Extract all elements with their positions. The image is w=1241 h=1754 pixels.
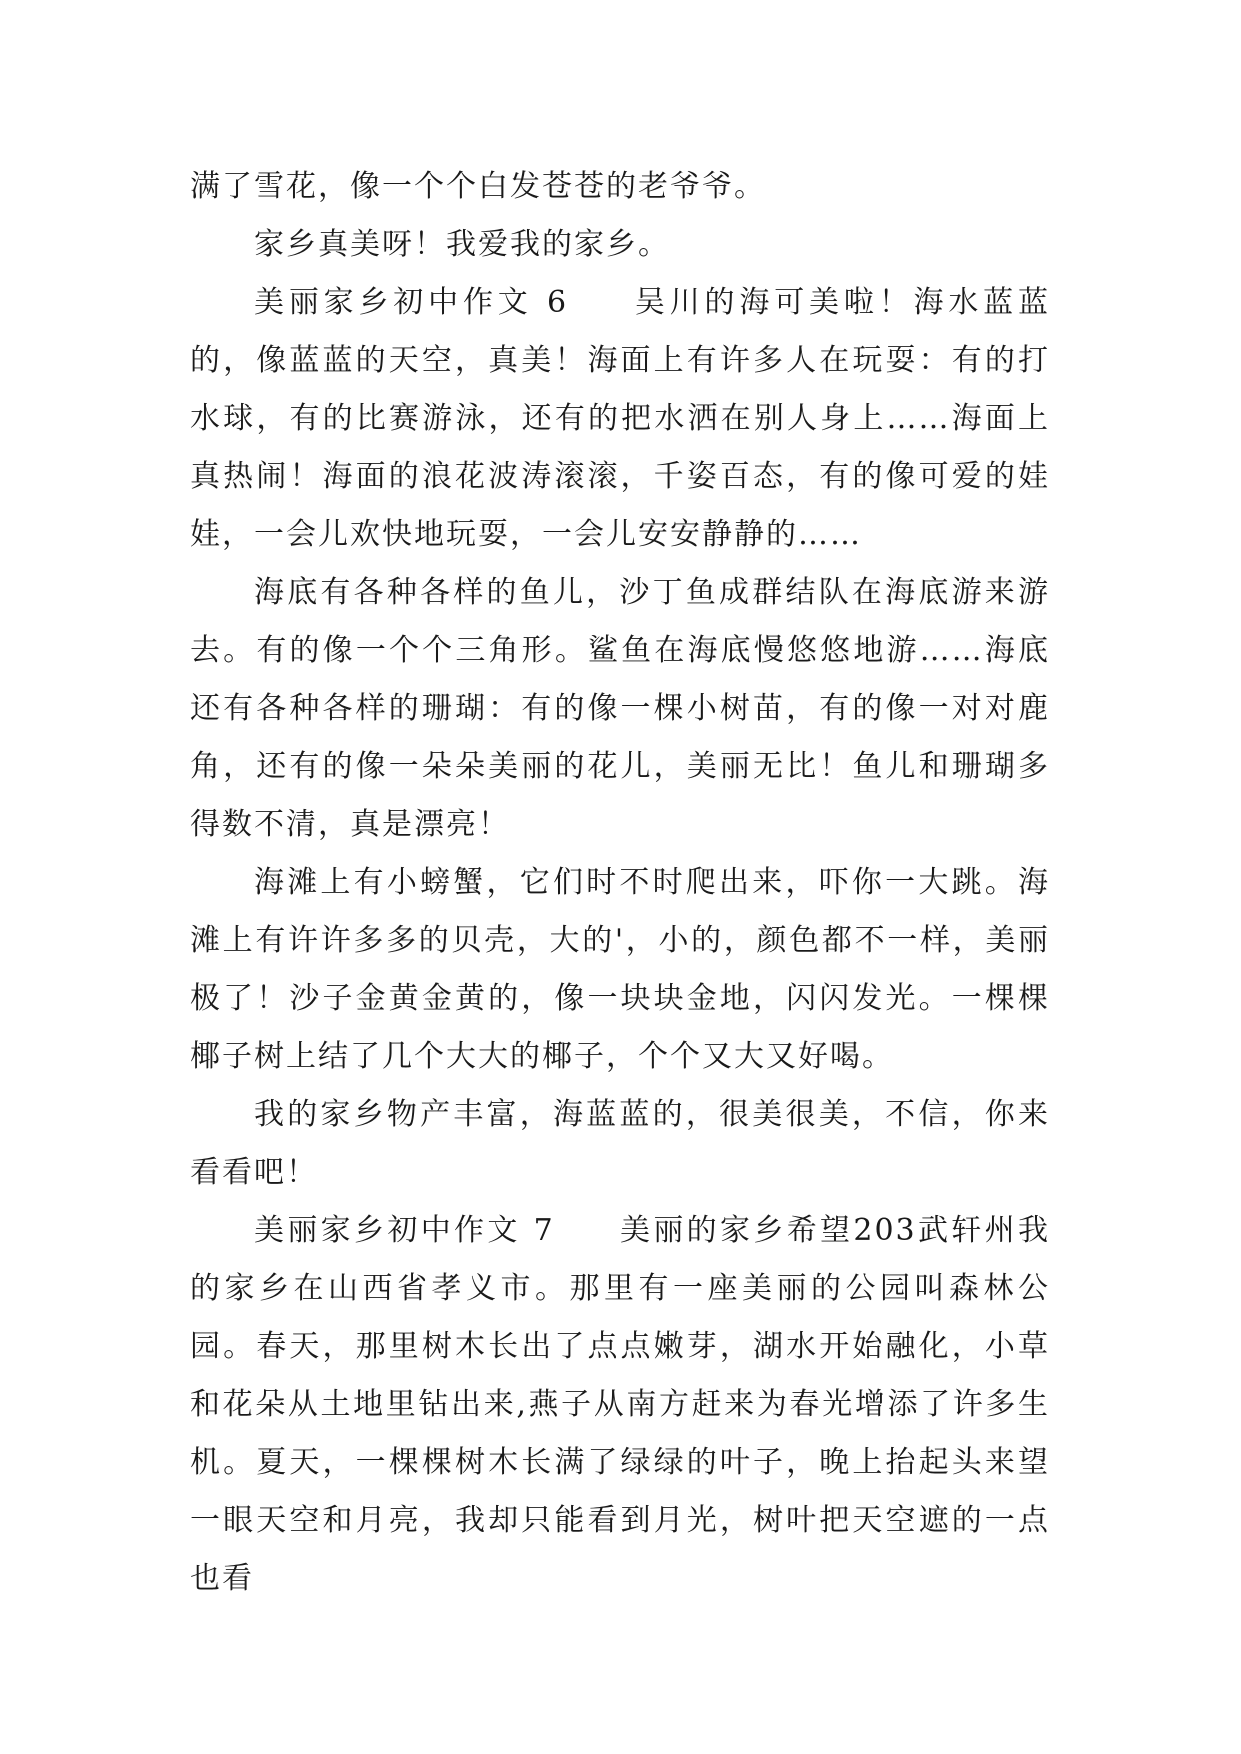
paragraph-2 [190, 216, 1050, 274]
paragraph-text: 我的家乡物产丰富，海蓝蓝的，很美很美，不信，你来看看吧！ [190, 1097, 1050, 1190]
paragraph-1 [190, 158, 1050, 216]
section-heading: 美丽家乡初中作文 7 [254, 1213, 555, 1248]
paragraph-text: 家乡真美呀！我爱我的家乡。 [254, 227, 670, 262]
paragraph-7 [190, 1202, 1050, 1608]
paragraph-text: 吴川的海可美啦！海水蓝蓝的，像蓝蓝的天空，真美！海面上有许多人在玩耍：有的打水球，有的比赛游泳，还有的把水洒在别人身上……海面上真热闹！海面的浪花波涛滚滚，千姿百态，有的像可爱的娃娃，一会儿欢快地玩耍，一会儿安安静静的…… [190, 285, 1051, 552]
paragraph-text: 满了雪花，像一个个白发苍苍的老爷爷。 [190, 169, 766, 204]
paragraph-text: 美丽的家乡希望203武轩州我的家乡在山西省孝义市。那里有一座美丽的公园叫森林公园。春天，那里树木长出了点点嫩芽，湖水开始融化，小草和花朵从土地里钻出来,燕子从南方赶来为春光增添了许多生机。夏天，一棵棵树木长满了绿绿的叶子，晚上抬起头来望一眼天空和月亮，我却只能看到月光，树叶把天空遮的一点也看 [190, 1213, 1050, 1596]
paragraph-5 [190, 854, 1050, 1086]
paragraph-3 [190, 274, 1050, 564]
section-heading: 美丽家乡初中作文 6 [254, 285, 569, 320]
paragraph-4 [190, 564, 1050, 854]
paragraph-6 [190, 1086, 1050, 1202]
document-body [190, 158, 1050, 1608]
paragraph-text: 海滩上有小螃蟹，它们时不时爬出来，吓你一大跳。海滩上有许许多多的贝壳，大的'，小的，颜色都不一样，美丽极了！沙子金黄金黄的，像一块块金地，闪闪发光。一棵棵椰子树上结了几个大大的椰子，个个又大又好喝。 [190, 865, 1050, 1074]
paragraph-text: 海底有各种各样的鱼儿，沙丁鱼成群结队在海底游来游去。有的像一个个三角形。鲨鱼在海底慢悠悠地游……海底还有各种各样的珊瑚：有的像一棵小树苗，有的像一对对鹿角，还有的像一朵朵美丽的花儿，美丽无比！鱼儿和珊瑚多得数不清，真是漂亮！ [190, 575, 1050, 842]
